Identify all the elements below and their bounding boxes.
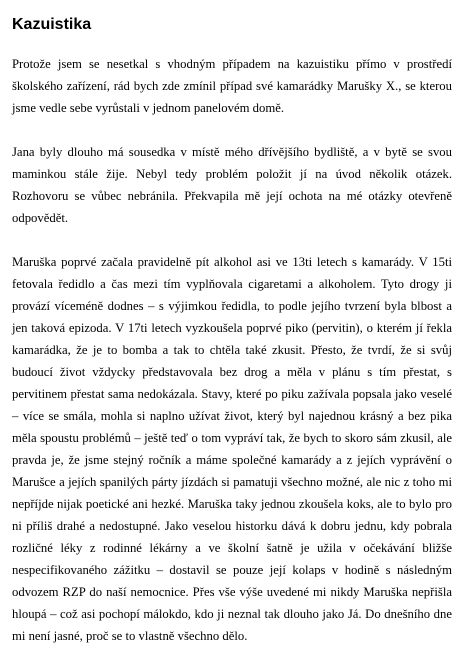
document-title: Kazuistika bbox=[12, 16, 92, 33]
paragraph-interview: Jana byly dlouho má sousedka v místě mého dřívějšího bydliště, a v bytě se svou maminkou stále žije. Nebyl tedy problém položit jí na úvod několik otázek. Rozhovoru se vůbec nebránila. Překvapila mě její ochota na mé otázky otevřeně odpovědět. bbox=[12, 145, 452, 225]
paragraph-case-history: Maruška poprvé začala pravidelně pít alkohol asi ve 13ti letech s kamarády. V 15ti fetovala ředidlo a čas mezi tím vyplňovala cigaretami a alkoholem. Tyto drogy ji provází víceméně dodnes – s výjimkou ředidla, to podle jejího tvrzení byla blbost a jen taková epizoda. V 17ti letech vyzkoušela poprvé piko (pervitin), o kterém jí řekla kamarádka, že je to bomba a tak to chtěla také zkusit. Přesto, že tvrdí, že si svůj budoucí život vždycky představovala bez drog a měla v plánu s tím přestat, s pervitinem přestat sama nedokázala. Stavy, které po piku zažívala popsala jako veselé – více se smála, mohla si naplno užívat život, který byl najednou krásný a bez pika měla spoustu problémů – ještě teď o tom vypráví tak, že bych to skoro sám zkusil, ale pravda je, že jsme stejný ročník a máme společné kamarády a z jejích vyprávění o Marušce a jejích spanilých párty jízdách si pamatuji všechno možné, ale nic z toho mi nepříjde nijak poetické ani hezké. Maruška taky jednou zkoušela koks, ale to bylo pro ni příliš drahé a nedostupné. Jako veselou historku dává k dobru jednu, kdy pobrala rozličné léky z rodinné lékárny a ve školní šatně je užila v očekávání bližše nespecifikovaného zážitku – dostavil se pouze její kolaps v hodině s následným odvozem RZP do naší nemocnice. Přes vše výše uvedené mi nikdy Maruška nepřišla hloupá – což asi pochopí málokdo, kdo ji neznal tak dlouho jako Já. Do dnešního dne mi není jasné, proč se to vlastně všechno dělo. bbox=[12, 255, 452, 643]
paragraph-intro: Protože jsem se nesetkal s vhodným případem na kazuistiku přímo v prostředí školského zařízení, rád bych zde zmínil případ své kamarádky Marušky X., se kterou jsme vedle sebe vyrůstali v jednom panelovém domě. bbox=[12, 57, 452, 115]
